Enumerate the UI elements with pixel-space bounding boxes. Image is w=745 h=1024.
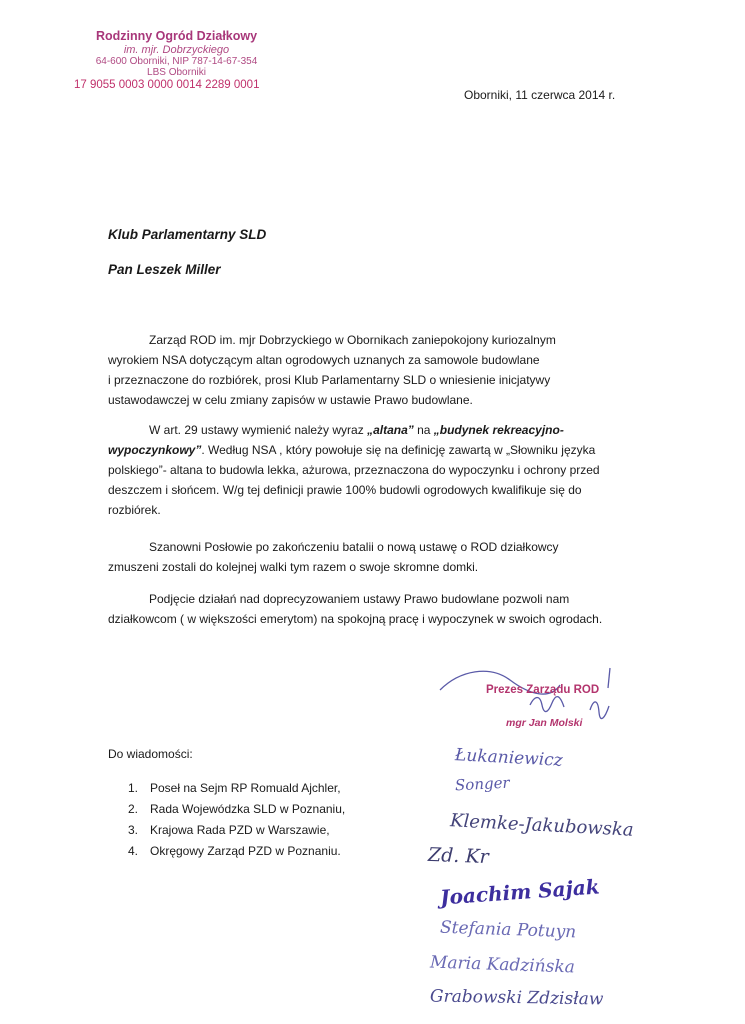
text-run: . Według NSA , który powołuje się na definicję zawartą w „Słowniku języka — [201, 443, 596, 457]
signature-5: Joachim Sajak — [439, 874, 601, 910]
signature-6: Stefania Potuyn — [439, 917, 577, 943]
list-text: Krajowa Rada PZD w Warszawie, — [150, 823, 330, 837]
stamp-bank: LBS Oborniki — [147, 67, 206, 78]
recipient-person: Pan Leszek Miller — [108, 262, 221, 277]
term-wypoczynkowy: wypoczynkowy” — [108, 443, 202, 457]
signature-1: Łukaniewicz — [454, 745, 564, 771]
president-title: Prezes Zarządu ROD — [486, 684, 600, 696]
text-line: Podjęcie działań nad doprecyzowaniem ustawy Prawo budowlane pozwoli nam — [149, 592, 570, 606]
text-line: ustawodawczej w celu zmiany zapisów w ustawie Prawo budowlane. — [108, 393, 473, 407]
text-line: działkowcom ( w większości emerytom) na spokojną pracę i wypoczynek w swoich ogrodach. — [108, 612, 603, 626]
stamp-address: 64-600 Oborniki, NIP 787-14-67-354 — [95, 56, 258, 67]
term-budynek: „budynek rekreacyjno- — [433, 423, 564, 437]
list-number: 2. — [128, 802, 139, 816]
stamp-account-number: 17 9055 0003 0000 0014 2289 0001 — [74, 79, 260, 91]
signature-8: Grabowski Zdzisław — [429, 986, 604, 1010]
list-item — [108, 799, 345, 820]
list-item — [108, 778, 345, 799]
organization-stamp — [74, 29, 279, 91]
paragraph-3 — [108, 537, 688, 577]
text-line: rozbiórek. — [108, 503, 161, 517]
text-line: i przeznaczone do rozbiórek, prosi Klub Parlamentarny SLD o wniesienie inicjatywy — [108, 373, 551, 387]
text-run: W art. 29 ustawy wymienić należy wyraz — [149, 423, 368, 437]
cc-list — [108, 778, 345, 862]
list-text: Rada Wojewódzka SLD w Poznaniu, — [150, 802, 346, 816]
president-name: mgr Jan Molski — [506, 717, 583, 729]
text-line: zmuszeni zostali do kolejnej walki tym razem o swoje skromne domki. — [108, 560, 479, 574]
paragraph-4 — [108, 589, 688, 629]
date-line: Oborniki, 11 czerwca 2014 r. — [464, 88, 616, 102]
text-line: Zarząd ROD im. mjr Dobrzyckiego w Obornikach zaniepokojony kuriozalnym — [149, 333, 556, 347]
signature-4: Zd. Kr — [427, 843, 490, 869]
stamp-org-name: Rodzinny Ogród Działkowy — [95, 29, 258, 43]
text-line: deszczem i słońcem. W/g tej definicji prawie 100% budowli ogrodowych kwalifikuje się do — [108, 483, 582, 497]
term-altana: „altana” — [367, 423, 414, 437]
stamp-org-patron: im. mjr. Dobrzyckiego — [123, 44, 230, 56]
paragraph-1 — [108, 330, 688, 410]
signature-7: Maria Kadzińska — [429, 952, 576, 978]
list-number: 4. — [128, 844, 139, 858]
cc-label: Do wiadomości: — [108, 747, 193, 761]
list-text: Poseł na Sejm RP Romuald Ajchler, — [150, 781, 341, 795]
text-line — [108, 420, 688, 440]
text-line — [108, 440, 688, 460]
text-run: na — [413, 423, 434, 437]
list-text: Okręgowy Zarząd PZD w Poznaniu. — [150, 844, 341, 858]
signature-3: Klemke-Jakubowska — [449, 810, 635, 841]
list-item — [108, 841, 345, 862]
paragraph-2 — [108, 420, 688, 520]
list-item — [108, 820, 345, 841]
signature-2: Songer — [454, 773, 511, 795]
list-number: 3. — [128, 823, 139, 837]
list-number: 1. — [128, 781, 139, 795]
text-line: wyrokiem NSA dotyczącym altan ogrodowych uznanych za samowole budowlane — [108, 353, 540, 367]
recipient-club: Klub Parlamentarny SLD — [108, 227, 267, 242]
text-line: Szanowni Posłowie po zakończeniu batalii o nową ustawę o ROD działkowcy — [149, 540, 559, 554]
text-line: polskiego”- altana to budowla lekka, ażurowa, przeznaczona do wypoczynku i ochrony przed — [108, 463, 600, 477]
